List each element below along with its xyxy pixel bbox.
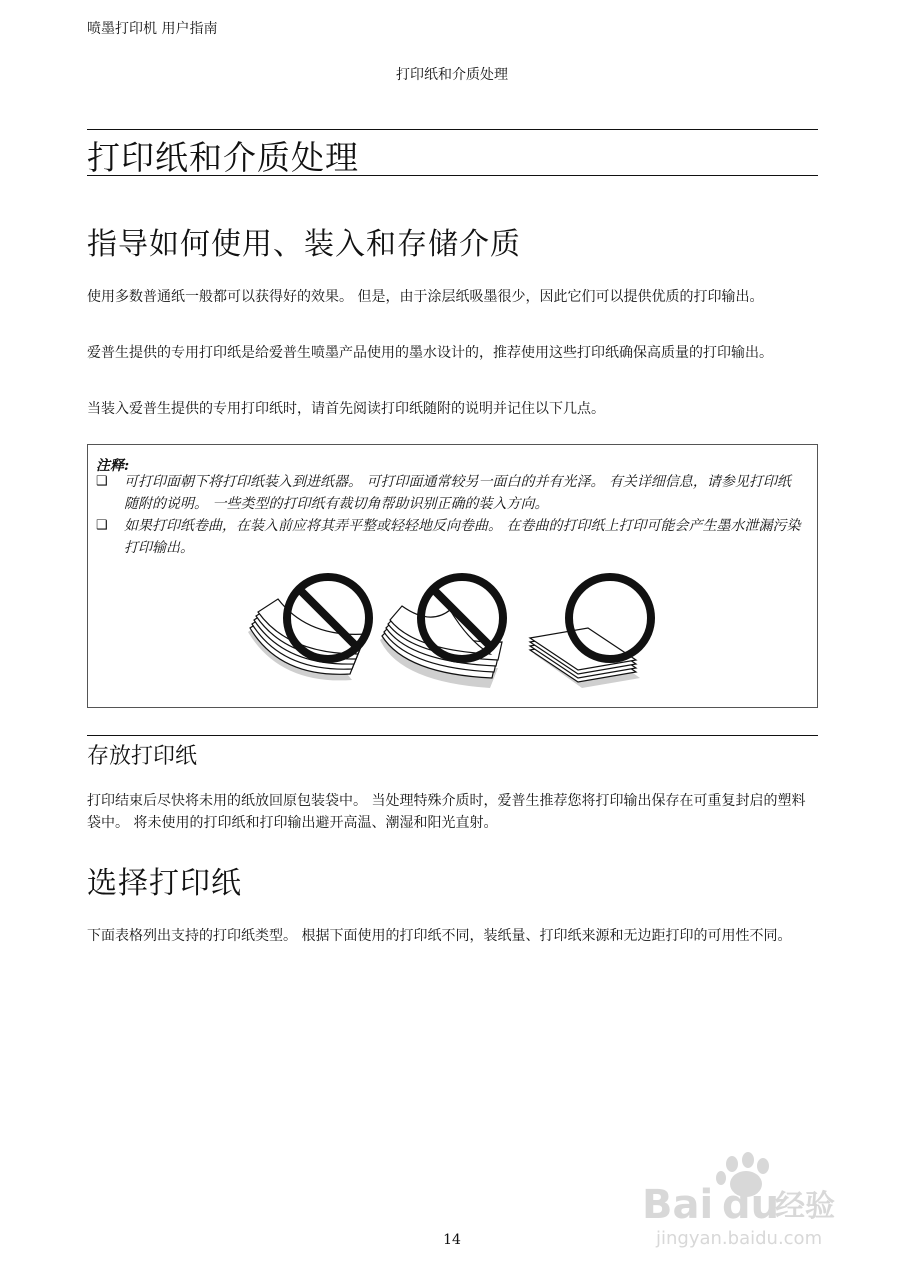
- chapter-title: 打印纸和介质处理: [87, 138, 359, 177]
- watermark-brand-cn: 经验: [775, 1189, 835, 1224]
- curled-paper-prohibited-icon: [248, 577, 369, 680]
- section-title-select-paper: 选择打印纸: [87, 866, 242, 901]
- chapter-bottom-rule: [87, 175, 818, 176]
- running-header-left: 喷墨打印机 用户指南: [87, 21, 218, 37]
- note-item-text: 可打印面朝下将打印纸装入到进纸器。 可打印面通常较另一面白的并有光泽。 有关详细信息，请参见打印纸随附的说明。 一些类型的打印纸有裁切角帮助识别正确的装入方向。: [124, 474, 791, 512]
- watermark-url: jingyan.baidu.com: [656, 1228, 823, 1249]
- paper-loading-illustration: [240, 570, 670, 700]
- watermark-brand-right: du: [722, 1182, 780, 1228]
- section-title-guidance: 指导如何使用、装入和存储介质: [87, 227, 521, 262]
- note-item: [96, 471, 796, 515]
- paragraph: 打印结束后尽快将未用的纸放回原包装袋中。 当处理特殊介质时，爱普生推荐您将打印输出保存在可重复封启的塑料袋中。 将未使用的打印纸和打印输出避开高温、潮湿和阳光直射。: [87, 793, 806, 831]
- note-item: [96, 515, 801, 559]
- flat-paper-ok-icon: [530, 577, 651, 688]
- checkbox-bullet-icon: ❑: [96, 518, 108, 533]
- page-number: 14: [443, 1232, 461, 1248]
- section-title-storage: 存放打印纸: [87, 744, 198, 769]
- checkbox-bullet-icon: ❑: [96, 474, 108, 489]
- running-header-center: 打印纸和介质处理: [396, 67, 508, 83]
- note-item-text: 如果打印纸卷曲，在装入前应将其弄平整或轻轻地反向卷曲。 在卷曲的打印纸上打印可能会产生墨水泄漏污染打印输出。: [124, 518, 801, 556]
- section-rule: [87, 735, 818, 736]
- paragraph: 当装入爱普生提供的专用打印纸时，请首先阅读打印纸随附的说明并记住以下几点。: [87, 401, 605, 417]
- watermark-brand-left: Bai: [642, 1182, 714, 1228]
- chapter-top-rule: [87, 129, 818, 130]
- baidu-watermark-logo: [640, 1150, 870, 1260]
- paragraph: 下面表格列出支持的打印纸类型。 根据下面使用的打印纸不同，装纸量、打印纸来源和无边距打印的可用性不同。: [87, 928, 792, 944]
- paragraph: 爱普生提供的专用打印纸是给爱普生喷墨产品使用的墨水设计的，推荐使用这些打印纸确保高质量的打印输出。: [87, 345, 773, 361]
- note-title: 注释:: [96, 458, 130, 474]
- curled-paper-prohibited-icon: [380, 577, 503, 688]
- paragraph: 使用多数普通纸一般都可以获得好的效果。 但是，由于涂层纸吸墨很少，因此它们可以提供优质的打印输出。: [87, 289, 764, 305]
